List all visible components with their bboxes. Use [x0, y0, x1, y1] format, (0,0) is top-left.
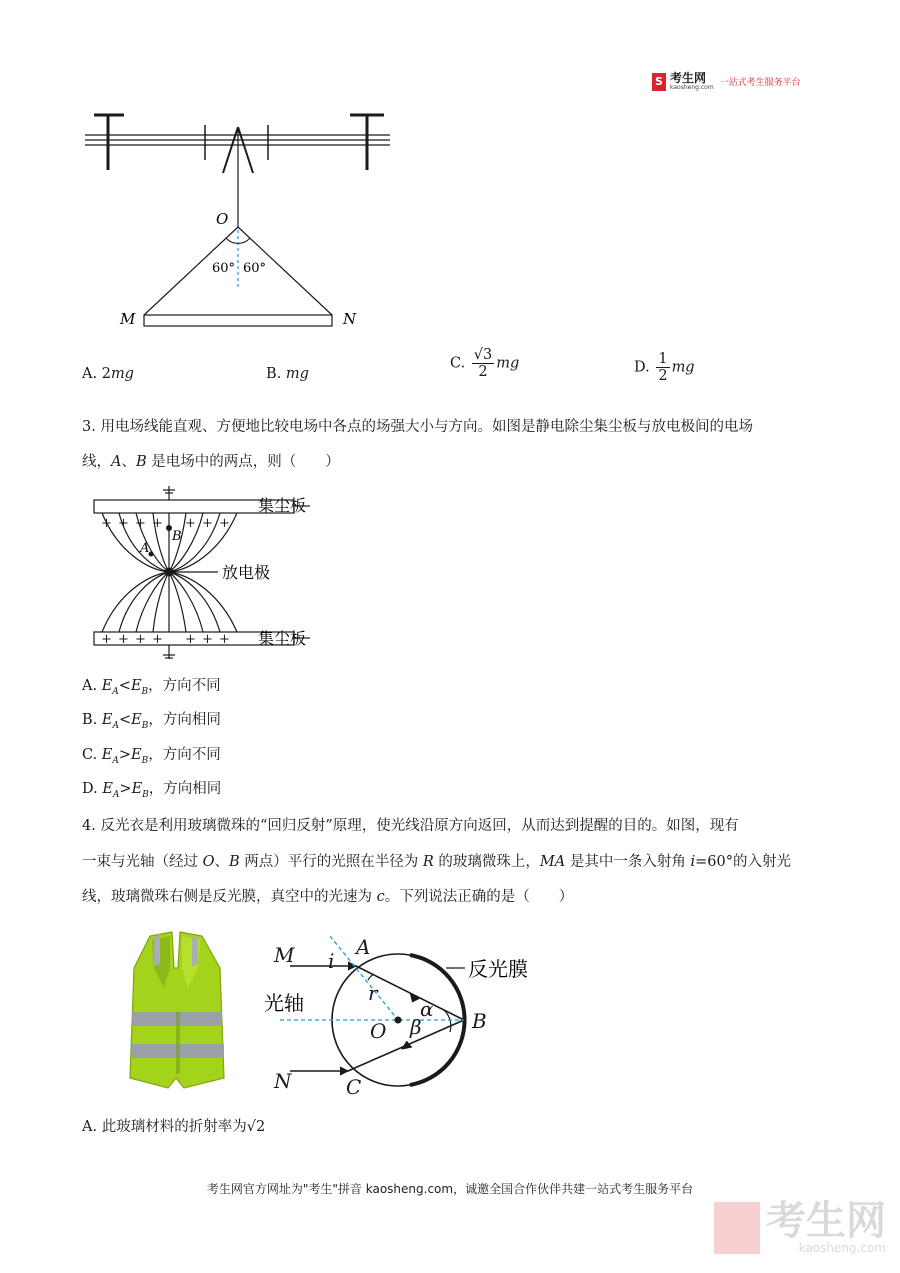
q2-option-c[interactable]: [450, 347, 519, 380]
q4-option-a[interactable]: [82, 1117, 265, 1137]
var: O: [202, 854, 215, 870]
q2-option-b[interactable]: [266, 364, 309, 384]
option-value: √2: [246, 1119, 266, 1135]
logo-mark-icon: S: [652, 73, 666, 91]
var: E: [102, 781, 113, 797]
denominator: 2: [478, 364, 488, 380]
numerator: √3: [473, 347, 493, 363]
logo-domain: kaosheng.com: [670, 84, 714, 91]
fraction: [656, 351, 669, 384]
option-label: A.: [82, 366, 102, 382]
plus-charge: +: [202, 632, 213, 647]
sub: A: [112, 686, 119, 697]
var: E: [131, 712, 142, 728]
q4-stem-line3: [82, 887, 573, 907]
q4-label-o: O: [370, 1019, 387, 1043]
var: E: [101, 747, 113, 763]
sub: A: [112, 789, 120, 800]
logo-slogan: 一站式考生服务平台: [719, 78, 801, 88]
plus-charge: +: [202, 516, 213, 531]
header-logo: [652, 72, 801, 91]
text: 线，玻璃微珠右侧是反光膜，真空中的光速为: [82, 889, 377, 905]
var: R: [422, 854, 434, 870]
plus-charge: +: [118, 516, 129, 531]
option-unit: mg: [496, 355, 520, 372]
q3-stem-line2: [82, 452, 340, 472]
denominator: 2: [658, 368, 668, 384]
q2-point-m: M: [120, 310, 136, 328]
q3-option-b[interactable]: [82, 710, 221, 736]
option-text: A. 此玻璃材料的折射率为: [82, 1119, 247, 1135]
plus-charge: +: [101, 516, 112, 531]
cmp: <: [118, 678, 131, 694]
watermark-text: 考生网: [766, 1198, 886, 1244]
plus-charge: +: [152, 632, 163, 647]
q4-label-r: r: [368, 981, 378, 1005]
sub: B: [141, 755, 149, 766]
q4-label-b: B: [472, 1009, 487, 1033]
cmp: >: [118, 747, 132, 763]
var: c: [376, 889, 385, 905]
q3-point-b: B: [172, 529, 182, 544]
option-label: D.: [82, 781, 103, 797]
var: E: [131, 747, 142, 763]
text: 一束与光轴（经过: [82, 854, 203, 870]
text: 是其中一条入射角: [565, 854, 691, 870]
plus-charge: +: [219, 632, 230, 647]
q4-label-alpha: α: [420, 997, 434, 1021]
q3-option-a[interactable]: [82, 676, 221, 702]
fraction: [472, 347, 494, 380]
q3-option-d[interactable]: [82, 779, 221, 805]
q2-angle-right: 60°: [243, 261, 267, 276]
plus-charge: +: [185, 516, 196, 531]
footer-watermark: [714, 1198, 886, 1255]
option-label: B.: [266, 366, 286, 382]
q3-plate-top-label: 集尘板: [258, 496, 307, 515]
q3-stem-line1: 3. 用电场线能直观、方便地比较电场中各点的场强大小与方向。如图是静电除尘集尘板与放电极间的电场: [82, 419, 753, 435]
option-label: D.: [634, 359, 655, 376]
var: E: [101, 678, 113, 694]
text: 的玻璃微珠上，: [433, 854, 540, 870]
q3-option-c[interactable]: [82, 745, 221, 771]
cmp: <: [118, 712, 132, 728]
q3-plate-bottom-label: 集尘板: [258, 629, 307, 648]
text: 、: [121, 454, 136, 470]
numerator: 1: [658, 351, 668, 367]
sub: B: [142, 789, 149, 800]
logo-name: 考生网: [670, 71, 707, 85]
q4-stem-line2: [82, 852, 791, 872]
var: MA: [539, 854, 566, 870]
q3-point-a: A: [140, 541, 150, 556]
option-label: C.: [450, 355, 470, 372]
var: E: [131, 781, 143, 797]
q2-figure: [80, 105, 400, 335]
sub: A: [112, 755, 119, 766]
option-unit: mg: [671, 359, 695, 376]
sub: B: [141, 720, 149, 731]
plus-charge: +: [152, 516, 163, 531]
plus-charge: +: [135, 632, 146, 647]
q4-label-a: A: [356, 935, 371, 959]
option-label: B.: [82, 712, 102, 728]
q4-label-c: C: [346, 1075, 362, 1099]
q2-angle-left: 60°: [212, 261, 236, 276]
q3-figure: [88, 482, 328, 668]
var: i: [690, 854, 696, 870]
footer-text: 考生网官方网址为"考生"拼音 kaosheng.com，诚邀全国合作伙伴共建一站式考生服务平台: [206, 1182, 694, 1196]
q4-optical-axis-label: 光轴: [264, 991, 304, 1015]
watermark-domain: kaosheng.com: [798, 1241, 886, 1255]
text: 、: [214, 854, 229, 870]
text: 是电场中的两点，则（ ）: [146, 454, 340, 470]
q2-option-d[interactable]: [634, 351, 695, 384]
text: =60°的入射光: [695, 854, 791, 870]
q4-label-beta: β: [410, 1015, 422, 1039]
var: E: [101, 712, 113, 728]
q4-label-n: N: [274, 1069, 292, 1093]
var: B: [229, 854, 240, 870]
option-text: ，方向相同: [148, 781, 222, 797]
plus-charge: +: [219, 516, 230, 531]
sub: A: [112, 720, 119, 731]
var: E: [130, 678, 142, 694]
option-label: A.: [82, 678, 102, 694]
q4-label-m: M: [274, 943, 295, 967]
q2-point-n: N: [343, 310, 357, 328]
var: A: [111, 454, 122, 470]
q4-stem-line1: 4. 反光衣是利用玻璃微珠的“回归反射”原理，使光线沿原方向返回，从而达到提醒的目的。如图，现有: [82, 818, 739, 834]
var: B: [135, 454, 147, 470]
option-value: 2: [101, 366, 111, 382]
option-text: ，方向相同: [148, 712, 221, 728]
text: 两点）平行的光照在半径为: [239, 854, 423, 870]
option-unit: mg: [110, 366, 134, 382]
q4-film-label: 反光膜: [468, 957, 528, 981]
plus-charge: +: [101, 632, 112, 647]
text: 线，: [82, 454, 111, 470]
option-label: C.: [82, 747, 102, 763]
option-text: ，方向不同: [148, 678, 221, 694]
reflective-vest-icon: [124, 928, 230, 1090]
q4-label-i: i: [328, 949, 335, 973]
option-unit: mg: [285, 366, 309, 382]
text: 。下列说法正确的是（ ）: [384, 889, 574, 905]
plus-charge: +: [118, 632, 129, 647]
q4-optics-figure: [260, 928, 560, 1108]
q3-electrode-label: 放电极: [222, 563, 271, 582]
plus-charge: +: [135, 516, 146, 531]
q2-option-a[interactable]: [82, 364, 134, 384]
option-text: ，方向不同: [148, 747, 221, 763]
plus-charge: +: [185, 632, 196, 647]
q2-point-o: O: [216, 210, 229, 228]
watermark-logo-icon: [714, 1202, 760, 1254]
sub: B: [141, 686, 149, 697]
cmp: >: [119, 781, 132, 797]
